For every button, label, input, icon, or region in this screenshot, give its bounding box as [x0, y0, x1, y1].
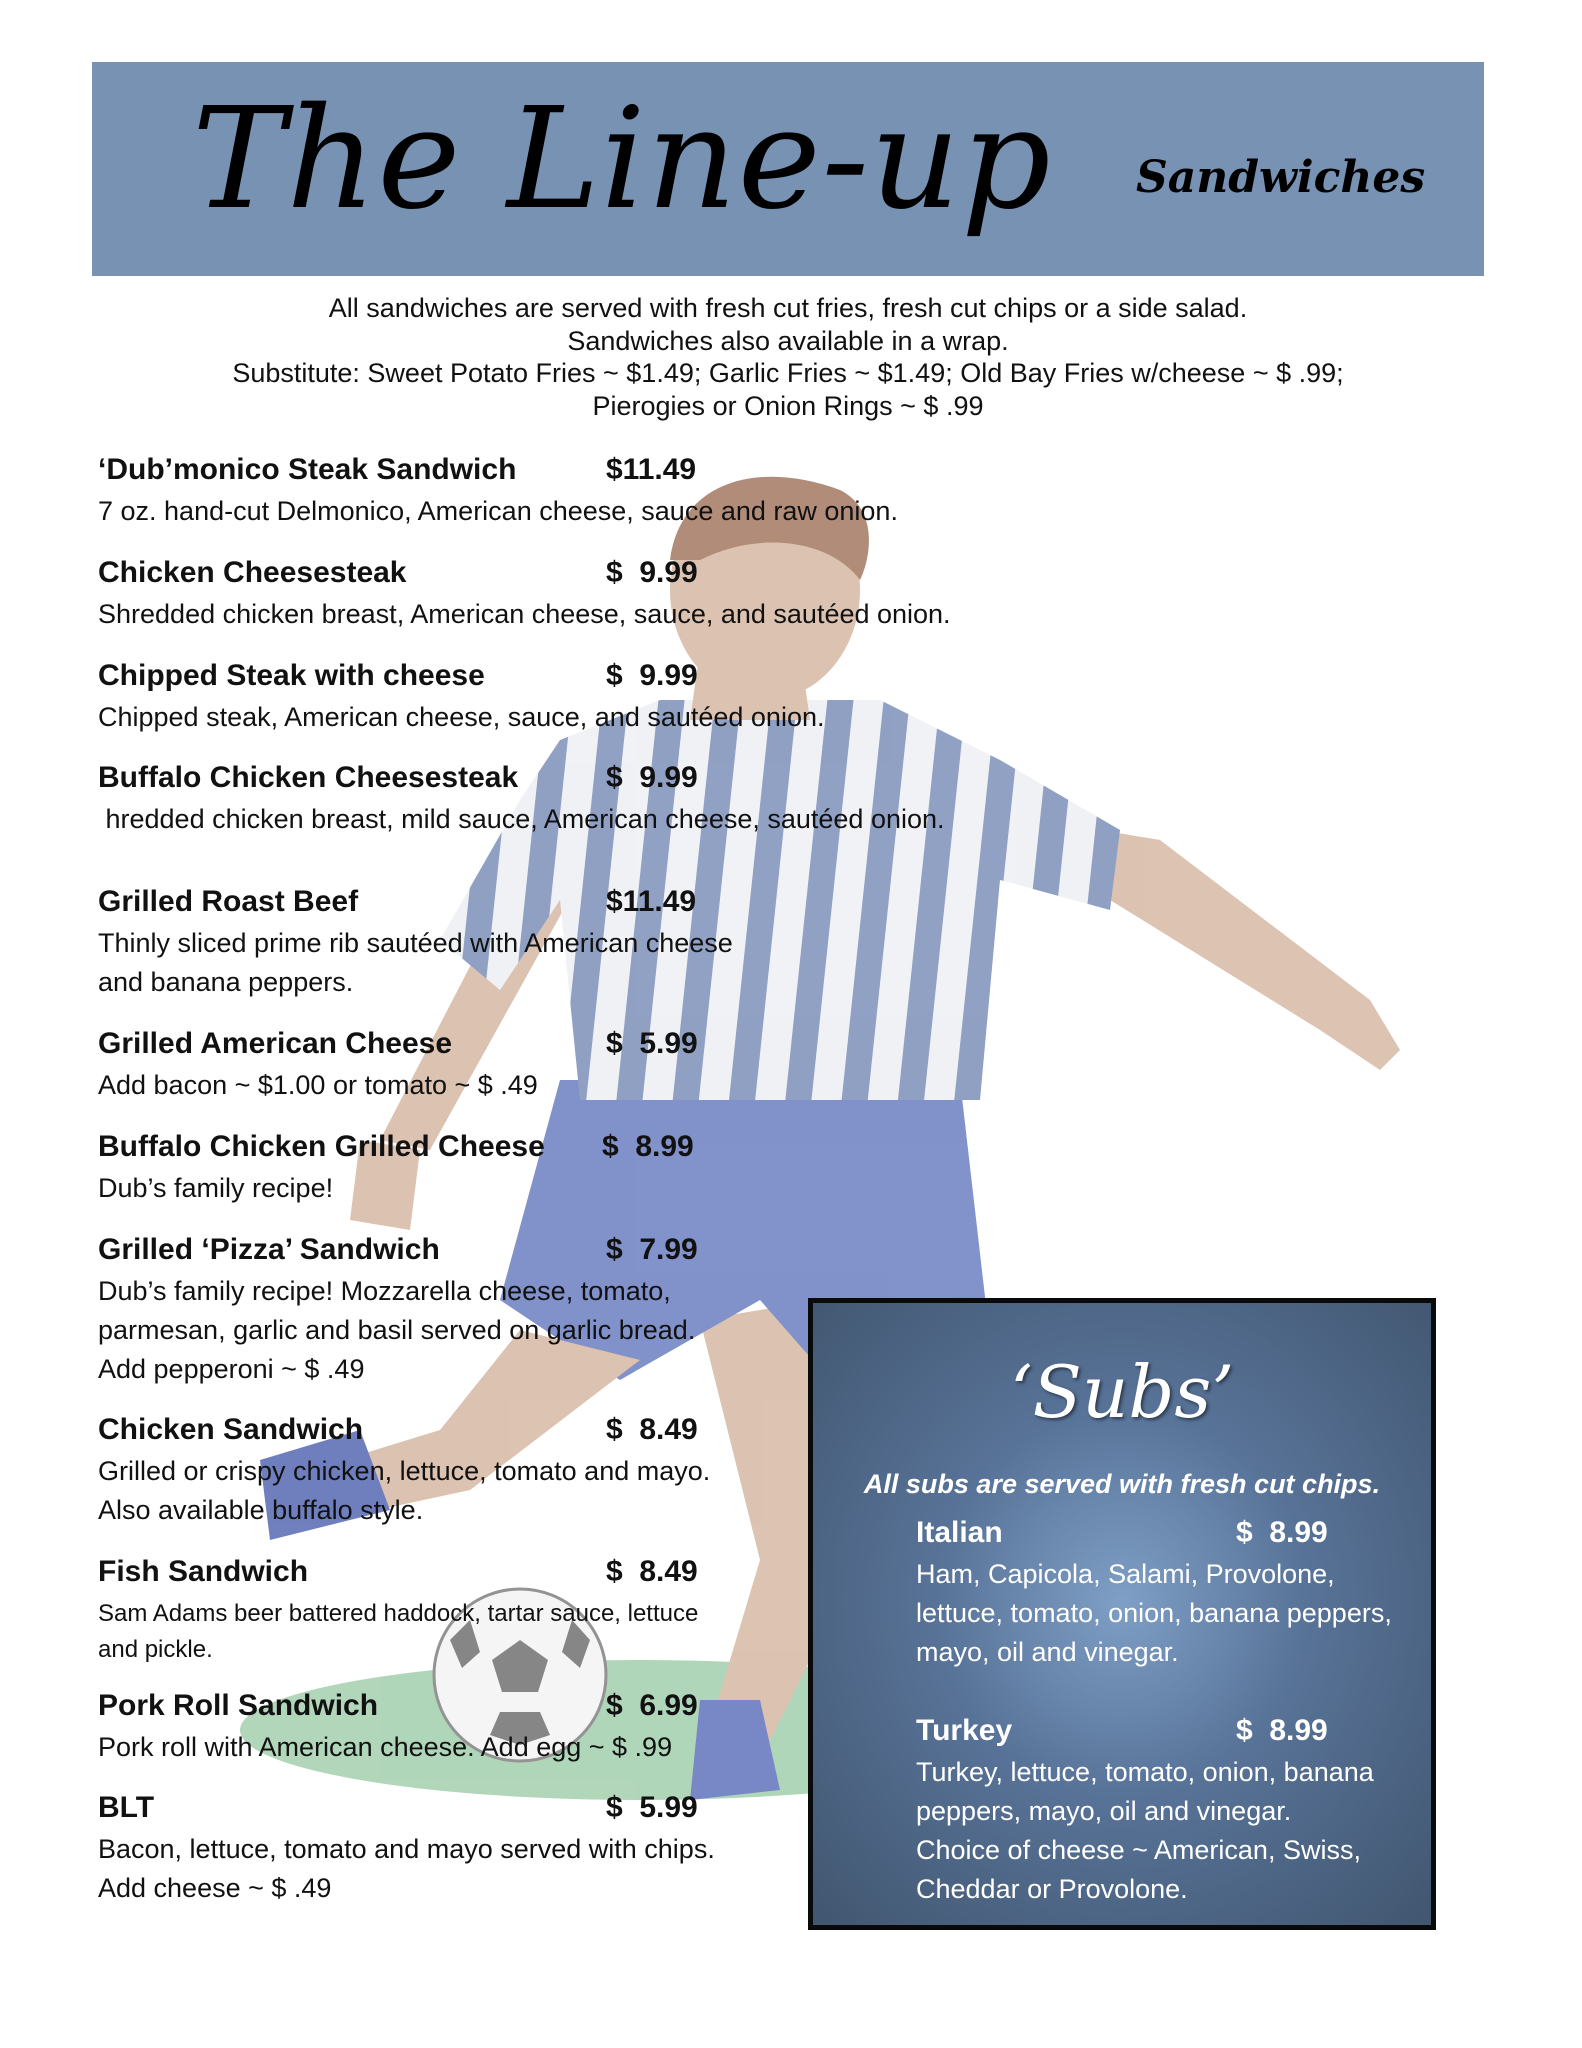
- item-price: $ 8.49: [606, 1555, 698, 1588]
- item-price: $ 8.49: [606, 1413, 698, 1446]
- item-name: Grilled Roast Beef: [98, 885, 359, 918]
- menu-header: [92, 62, 1484, 276]
- item-price: $ 6.99: [606, 1689, 698, 1722]
- sub-name: Italian: [916, 1516, 1003, 1549]
- item-name: Fish Sandwich: [98, 1555, 309, 1588]
- item-description: Dub’s family recipe! Mozzarella cheese, tomato, parmesan, garlic and basil served on garlic bread. Add pepperoni ~ $ .49: [98, 1276, 696, 1384]
- menu-title: The Line-up: [192, 78, 1052, 241]
- item-price: $ 9.99: [606, 761, 698, 794]
- item-description: Sam Adams beer battered haddock, tartar sauce, lettuce and pickle.: [98, 1600, 699, 1663]
- item-description: 7 oz. hand-cut Delmonico, American cheese, sauce and raw onion.: [98, 496, 898, 526]
- item-price: $ 9.99: [606, 556, 698, 589]
- item-name: Grilled American Cheese: [98, 1027, 453, 1060]
- item-description: Thinly sliced prime rib sautéed with American cheese and banana peppers.: [98, 928, 733, 997]
- intro-line: Sandwiches also available in a wrap.: [567, 325, 1009, 356]
- item-name: Buffalo Chicken Cheesesteak: [98, 761, 519, 794]
- subs-title: ‘Subs’: [1009, 1350, 1235, 1434]
- item-price: $ 8.99: [602, 1130, 694, 1163]
- item-description: Dub’s family recipe!: [98, 1173, 334, 1203]
- item-price: $ 7.99: [606, 1233, 698, 1266]
- item-name: Chicken Sandwich: [98, 1413, 364, 1446]
- intro-line: Substitute: Sweet Potato Fries ~ $1.49; Garlic Fries ~ $1.49; Old Bay Fries w/cheese ~ $ .99;: [232, 358, 1344, 388]
- item-price: $11.49: [606, 453, 697, 486]
- intro-text: [92, 292, 1484, 422]
- intro-line: Pierogies or Onion Rings ~ $ .99: [592, 390, 984, 421]
- sub-price: $ 8.99: [1236, 1714, 1328, 1747]
- sub-description: Ham, Capicola, Salami, Provolone, lettuce, tomato, onion, banana peppers, mayo, oil and vinegar.: [916, 1559, 1392, 1667]
- item-price: $ 5.99: [606, 1027, 698, 1060]
- item-name: Chipped Steak with cheese: [98, 659, 485, 692]
- item-price: $ 5.99: [606, 1791, 698, 1824]
- item-name: BLT: [98, 1791, 155, 1824]
- item-description: Add bacon ~ $1.00 or tomato ~ $ .49: [98, 1070, 538, 1100]
- item-name: Chicken Cheesesteak: [98, 556, 407, 589]
- item-description: Shredded chicken breast, American cheese, sauce, and sautéed onion.: [98, 599, 951, 629]
- item-description: Grilled or crispy chicken, lettuce, tomato and mayo. Also available buffalo style.: [98, 1456, 711, 1525]
- item-description: Pork roll with American cheese. Add egg ~ $ .99: [98, 1732, 673, 1762]
- sub-name: Turkey: [916, 1714, 1013, 1747]
- subs-panel: [808, 1298, 1436, 1930]
- item-description: Chipped steak, American cheese, sauce, and sautéed onion.: [98, 702, 825, 732]
- item-price: $11.49: [606, 885, 697, 918]
- sub-price: $ 8.99: [1236, 1516, 1328, 1549]
- item-name: Pork Roll Sandwich: [98, 1689, 379, 1722]
- subs-note: All subs are served with fresh cut chips.: [863, 1469, 1381, 1499]
- item-price: $ 9.99: [606, 659, 698, 692]
- item-description: Bacon, lettuce, tomato and mayo served with chips. Add cheese ~ $ .49: [98, 1834, 715, 1903]
- intro-line: All sandwiches are served with fresh cut fries, fresh cut chips or a side salad.: [328, 293, 1248, 323]
- item-name: Grilled ‘Pizza’ Sandwich: [98, 1233, 440, 1266]
- item-description: hredded chicken breast, mild sauce, American cheese, sautéed onion.: [98, 804, 945, 834]
- menu-subtitle: Sandwiches: [1136, 152, 1426, 203]
- item-name: ‘Dub’monico Steak Sandwich: [98, 453, 517, 486]
- sub-description: Turkey, lettuce, tomato, onion, banana peppers, mayo, oil and vinegar. Choice of cheese ~ American, Swiss, Cheddar or Provolone.: [916, 1757, 1374, 1904]
- item-name: Buffalo Chicken Grilled Cheese: [98, 1130, 545, 1163]
